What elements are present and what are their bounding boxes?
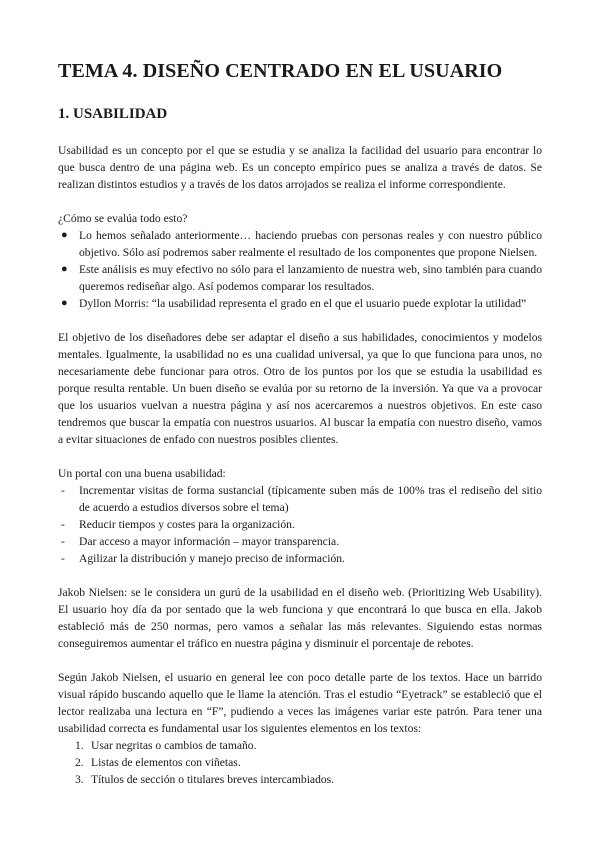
- list-item: ● Este análisis es muy efectivo no sólo para el lanzamiento de nuestra web, sino también para cuando queremos rediseñar algo. Así podemos comparar los resultados.: [61, 263, 542, 293]
- bullet-icon: ●: [61, 297, 68, 309]
- list-item: - Dar acceso a mayor información – mayor transparencia.: [61, 535, 340, 548]
- nielsen-paragraph: Jakob Nielsen: se le considera un gurú de la usabilidad en el diseño web. (Prioritizing Web Usability). El usuario hoy día da por sentado que la web funciona y que encontrará lo que busca en ella. Jakob estableció más de 250 normas, pero vamos a señalar las más relevantes. Siguiendo estas normas conseguiremos aumentar el tráfico en nuestra página y disminuir el porcentaje de rebotes.: [58, 586, 542, 650]
- intro-paragraph: Usabilidad es un concepto por el que se estudia y se analiza la facilidad del usuario para encontrar lo que busca dentro de una página web. Es un concepto empírico pues se analiza a través de datos. Se realizan distintos estudios y a través de los datos arrojados se realiza el informe correspondiente.: [58, 144, 542, 191]
- dash-icon: -: [61, 552, 65, 565]
- list-item: ● Lo hemos señalado anteriormente… haciendo pruebas con personas reales y con nuestro público objetivo. Sólo así podremos saber realmente el resultado de los componentes que propone Nielsen.: [61, 229, 542, 259]
- list-item: 2. Listas de elementos con viñetas.: [75, 756, 241, 769]
- page-title: TEMA 4. DISEÑO CENTRADO EN EL USUARIO: [58, 60, 503, 82]
- reading-block: [58, 669, 542, 788]
- list-item: 3. Títulos de sección o titulares breves intercambiados.: [75, 773, 335, 786]
- dash-list: [58, 482, 542, 567]
- dash-icon: -: [61, 518, 65, 531]
- objective-paragraph: El objetivo de los diseñadores debe ser adaptar el diseño a sus habilidades, conocimientos y modelos mentales. Igualmente, la usabilidad no es una cualidad universal, ya que lo que funciona para unos, no necesariamente debe funcionar para otros. Otro de los puntos por los que se estudia la usabilidad es porque resulta rentable. Un buen diseño se evalúa por su retorno de la inversión. Ya que va a provocar que los usuarios vuelvan a nuestra página y así nos acercaremos a nuestros objetivos. En este caso tendremos que buscar la empatía con nuestros usuarios. Al buscar la empatía con nuestro diseño, vamos a evitar situaciones de enfado con nuestros posibles clientes.: [58, 331, 542, 446]
- bullet-icon: ●: [61, 229, 68, 241]
- bullet-icon: ●: [61, 263, 68, 275]
- evaluation-question: ¿Cómo se evalúa todo esto?: [58, 212, 188, 225]
- portal-intro: Un portal con una buena usabilidad:: [58, 467, 226, 480]
- bullet-list: [58, 227, 542, 312]
- list-item: - Incrementar visitas de forma sustancial (típicamente suben más de 100% tras el rediseño del sitio de acuerdo a estudios diversos sobre el tema): [61, 484, 542, 514]
- list-item: 1. Usar negritas o cambios de tamaño.: [75, 739, 257, 752]
- reading-paragraph: Según Jakob Nielsen, el usuario en general lee con poco detalle parte de los textos. Hace un barrido visual rápido buscando aquello que le llame la atención. Tras el estudio “Eyetrack” se estableció que el lector realizaba una lectura en “F”, pudiendo a veces las imágenes variar este patrón. Para tener una usabilidad correcta es fundamental usar los siguientes elementos en los textos:: [58, 671, 542, 735]
- portal-block: [58, 465, 542, 567]
- list-item: - Agilizar la distribución y manejo preciso de información.: [61, 552, 345, 565]
- numbered-list: [58, 737, 542, 788]
- section-heading: 1. USABILIDAD: [58, 106, 168, 122]
- evaluation-block: [58, 210, 542, 312]
- dash-icon: -: [61, 535, 65, 548]
- list-item: ● Dyllon Morris: “la usabilidad representa el grado en el que el usuario puede explotar la utilidad”: [61, 297, 527, 310]
- list-item: - Reducir tiempos y costes para la organización.: [61, 518, 295, 531]
- dash-icon: -: [61, 484, 65, 497]
